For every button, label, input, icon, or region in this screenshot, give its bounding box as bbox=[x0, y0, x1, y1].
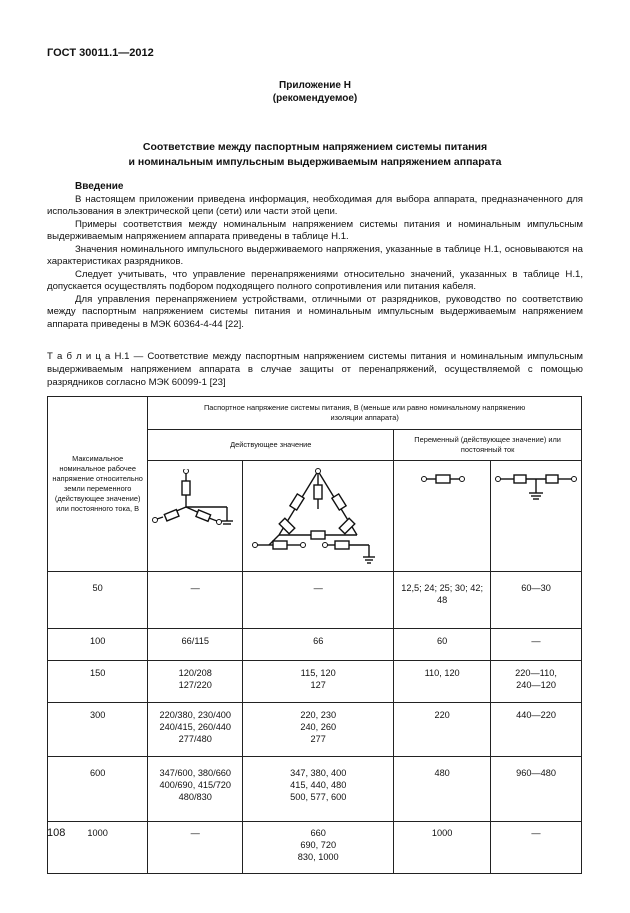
cell-max-voltage: 300 bbox=[48, 703, 148, 757]
annex-title: Приложение Н bbox=[279, 80, 351, 91]
table-row bbox=[48, 757, 582, 822]
cell-acdc-two: 480 bbox=[394, 757, 491, 822]
table-caption: Т а б л и ц а Н.1 — Соответствие между паспортным напряжением системы питания и номинальным импульсным выдерживаемым напряжением аппарата в случае защиты от перенапряжений, осуществляемой с помощью разрядников согласно МЭК 60099-1 [23] bbox=[47, 351, 583, 388]
voltage-table bbox=[47, 396, 582, 874]
cell-max-voltage: 150 bbox=[48, 661, 148, 703]
cell-ac-single: 220/380, 230/400 240/415, 260/440 277/480 bbox=[148, 703, 243, 757]
col-header-group: Паспортное напряжение системы питания, В (меньше или равно номинальному напряжению изоляции аппарата) bbox=[148, 397, 582, 430]
cell-ac-three: 220, 230 240, 260 277 bbox=[243, 703, 394, 757]
diagram-cell bbox=[243, 461, 394, 572]
section-title-line1: Соответствие между паспортным напряжением системы питания bbox=[142, 141, 488, 153]
diagram-cell bbox=[491, 461, 582, 572]
intro-heading: Введение bbox=[75, 181, 124, 192]
table-row bbox=[48, 703, 582, 757]
document-header: ГОСТ 30011.1—2012 bbox=[47, 47, 154, 59]
two-wire-line-diagram bbox=[396, 467, 488, 497]
cell-acdc-three: 440—220 bbox=[491, 703, 582, 757]
cell-ac-single: 347/600, 380/660 400/690, 415/720 480/830 bbox=[148, 757, 243, 822]
cell-acdc-two: 12,5; 24; 25; 30; 42; 48 bbox=[394, 572, 491, 629]
table-row bbox=[48, 822, 582, 874]
cell-acdc-three: 960—480 bbox=[491, 757, 582, 822]
col-header-max-voltage: Максимальное номинальное рабочее напряжение относительно земли переменного (действующее значение) или постоянного тока, В bbox=[48, 397, 148, 572]
col-header-ac: Действующее значение bbox=[148, 430, 394, 461]
paragraph: Примеры соответствия между номинальным напряжением системы питания и номинальным импульсным выдерживаемым напряжением аппарата приведены в таблице Н.1. bbox=[47, 219, 583, 243]
section-title-line2: и номинальным импульсным выдерживаемым напряжением аппарата bbox=[128, 156, 502, 168]
cell-ac-three: 660 690, 720 830, 1000 bbox=[243, 822, 394, 874]
paragraph: Значения номинального импульсного выдерживаемого напряжения, указанные в таблице Н.1, основываются на характеристиках разрядников. bbox=[47, 244, 583, 268]
three-wire-earthed-diagram bbox=[492, 467, 580, 507]
cell-max-voltage: 600 bbox=[48, 757, 148, 822]
cell-ac-three: 66 bbox=[243, 629, 394, 661]
cell-ac-three: 347, 380, 400 415, 440, 480 500, 577, 600 bbox=[243, 757, 394, 822]
cell-max-voltage: 1000 bbox=[48, 822, 148, 874]
cell-ac-single: 120/208 127/220 bbox=[148, 661, 243, 703]
annex-status: (рекомендуемое) bbox=[272, 93, 358, 104]
cell-ac-single: 66/115 bbox=[148, 629, 243, 661]
cell-acdc-two: 1000 bbox=[394, 822, 491, 874]
paragraph: Для управления перенапряжением устройствами, отличными от разрядников, руководство по соответствию между паспортным напряжением системы питания и номинальным импульсным выдерживаемым напряжением аппарата приведены в МЭК 60364-4-44 [22]. bbox=[47, 294, 583, 330]
cell-acdc-three: — bbox=[491, 822, 582, 874]
cell-acdc-three: — bbox=[491, 629, 582, 661]
cell-acdc-two: 60 bbox=[394, 629, 491, 661]
cell-ac-three: — bbox=[243, 572, 394, 629]
cell-acdc-three: 60—30 bbox=[491, 572, 582, 629]
cell-ac-single: — bbox=[148, 822, 243, 874]
page-number: 108 bbox=[47, 827, 66, 839]
diagram-cell bbox=[394, 461, 491, 572]
table-row bbox=[48, 629, 582, 661]
diagram-cell bbox=[148, 461, 243, 572]
cell-acdc-two: 220 bbox=[394, 703, 491, 757]
col-header-acdc: Переменный (действующее значение) или постоянный ток bbox=[394, 430, 582, 461]
paragraph: В настоящем приложении приведена информация, необходимая для выбора аппарата, предназначенного для использования в электрической цепи (сети) или части этой цепи. bbox=[47, 194, 583, 218]
cell-ac-three: 115, 120 127 bbox=[243, 661, 394, 703]
cell-ac-single: — bbox=[148, 572, 243, 629]
cell-max-voltage: 50 bbox=[48, 572, 148, 629]
cell-acdc-three: 220—110, 240—120 bbox=[491, 661, 582, 703]
paragraph: Следует учитывать, что управление перенапряжениями относительно значений, указанных в таблице Н.1, допускается осуществлять подбором подходящего полного сопротивления или питания кабеля. bbox=[47, 269, 583, 293]
single-phase-star-diagram bbox=[149, 469, 241, 559]
cell-max-voltage: 100 bbox=[48, 629, 148, 661]
three-phase-delta-diagram bbox=[243, 465, 393, 569]
table-row bbox=[48, 661, 582, 703]
cell-acdc-two: 110, 120 bbox=[394, 661, 491, 703]
table-row bbox=[48, 572, 582, 629]
